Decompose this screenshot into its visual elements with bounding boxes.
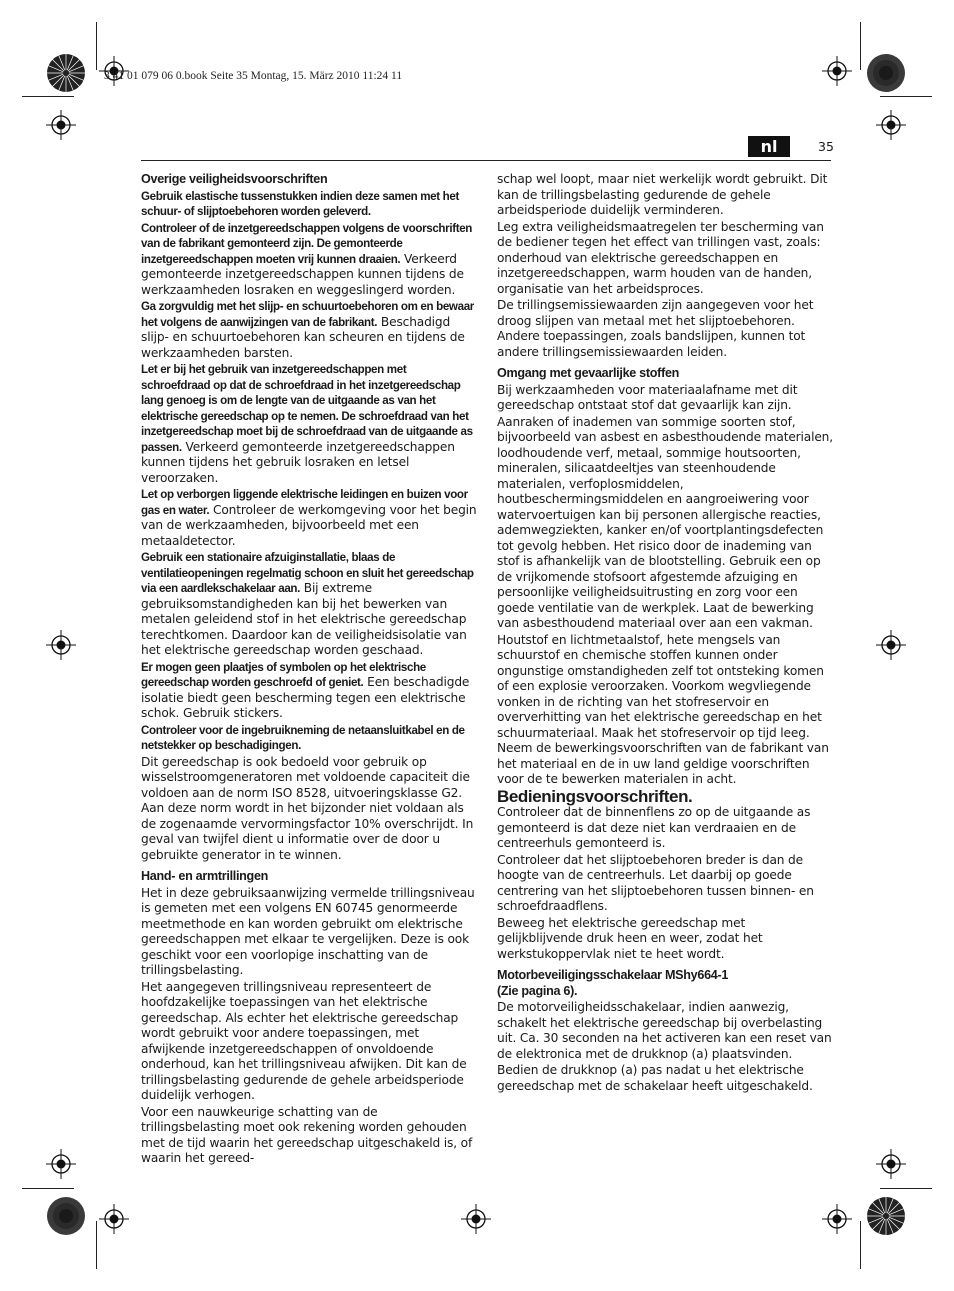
- registration-crosshair-icon: [461, 1204, 491, 1234]
- section-heading: Overige veiligheidsvoorschriften: [141, 172, 328, 186]
- registration-crosshair-icon: [46, 630, 76, 660]
- paragraph: Leg extra veiligheidsmaatregelen ter bescherming van de bediener tegen het effect van trillingen vast, zoals: onderhoud van elektrische gereedschappen en inzetgereedschappen, warm houden van de handen, organisatie van het arbeidsproces.: [497, 219, 824, 296]
- paragraph: De trillingsemissiewaarden zijn aangegeven voor het droog slijpen van metaal met het slijptoebehoren. Andere toepassingen, zoals bandslijpen, kunnen tot andere trillingsemissiewaarden leiden.: [497, 298, 814, 359]
- trim-line: [860, 22, 861, 70]
- file-info: 3 41 01 079 06 0.book Seite 35 Montag, 15. März 2010 11:24 11: [104, 70, 403, 82]
- paragraph: Let er bij het gebruik van inzetgereedschappen met schroefdraad op dat de schroefdraad in het inzetgereedschap lang genoeg is om de lengte van de uitgaande as van het elektrische gereedschap op te nemen. De schroefdraad van het inzetgereedschap moet bij de schroefdraad van de uitgaande as passen. Verkeerd gemonteerde inzetgereedschappen kunnen tijdens het gebruik losraken en letsel veroorzaken.: [141, 363, 473, 485]
- trim-line: [880, 96, 932, 97]
- section-heading: Motorbeveiligingsschakelaar MShy664-1 (Zie pagina 6).: [497, 968, 729, 998]
- paragraph: Er mogen geen plaatjes of symbolen op het elektrische gereedschap worden geschroefd of geniet. Een beschadigde isolatie biedt geen bescherming tegen een elektrische schok. Gebruik stickers.: [141, 660, 470, 720]
- trim-line: [22, 1188, 74, 1189]
- section-heading: Hand- en armtrillingen: [141, 869, 269, 883]
- paragraph: schap wel loopt, maar niet werkelijk wordt gebruikt. Dit kan de trillingsbelasting gedurende de gehele arbeidsperiode duidelijk verminderen.: [497, 172, 828, 217]
- paragraph: Controleer of de inzetgereedschappen volgens de voorschriften van de fabrikant gemonteerd zijn. De gemonteerde inzetgereedschappen moeten vrij kunnen draaien. Verkeerd gemonteerde inzetgereedschappen kunnen tijdens de werkzaamheden losraken en weggeslingerd worden.: [141, 221, 473, 297]
- registration-crosshair-icon: [876, 110, 906, 140]
- paragraph: De motorveiligheidsschakelaar, indien aanwezig, schakelt het elektrische gereedschap bij overbelasting uit. Ca. 30 seconden na het activeren kan een reset van de elektronica met de drukknop (a) plaatsvinden.: [497, 1000, 832, 1061]
- paragraph: Ga zorgvuldig met het slijp- en schuurtoebehoren om en bewaar het volgens de aanwijzingen van de fabrikant. Beschadigd slijp- en schuurtoebehoren kan scheuren en tijdens de werkzaamheden barsten.: [141, 300, 474, 360]
- paragraph: Het aangegeven trillingsniveau representeert de hoofdzakelijke toepassingen van het elektrische gereedschap. Als echter het elektrische gereedschap wordt gebruikt voor andere toepassingen, met afwijkende inzetgereedschappen of onvoldoende onderhoud, kan het trillingsniveau afwijken. Dit kan de trillingsbelasting gedurende de gehele arbeidsperiode duidelijk verhogen.: [141, 979, 467, 1102]
- paragraph: Het in deze gebruiksaanwijzing vermelde trillingsniveau is gemeten met een volgens EN 60745 genormeerde meetmethode en kan worden gebruikt om elektrische gereedschappen met elkaar te vergelijken. Deze is ook geschikt voor een voorlopige inschatting van de trillingsbelasting.: [141, 885, 475, 977]
- registration-starburst-icon: [46, 53, 86, 93]
- registration-starburst-icon: [866, 1196, 906, 1236]
- paragraph: Controleer voor de ingebruikneming de netaansluitkabel en de netstekker op beschadigingen.: [141, 723, 465, 752]
- registration-crosshair-icon: [46, 1149, 76, 1179]
- language-badge: nl: [748, 136, 790, 157]
- trim-line: [96, 1221, 97, 1269]
- paragraph: Controleer dat het slijptoebehoren breder is dan de hoogte van de centreerhuls. Let daarbij op goede centrering van het slijptoebehoren tussen binnen- en schroefdraadflens.: [497, 852, 814, 913]
- paragraph: Houtstof en lichtmetaalstof, hete mengsels van schuurstof en chemische stoffen kunnen onder ongunstige omstandigheden zelf tot ontsteking komen of een explosie veroorzaken. Voorkom wegvliegende vonken in de richting van het stofreservoir en oververhitting van het elektrische gereedschap en het schuurmateriaal. Maak het stofreservoir op tijd leeg. Neem de bewerkingsvoorschriften van de fabrikant van het materiaal en de in uw land geldige voorschriften voor de te bewerken materialen in acht.: [497, 632, 829, 786]
- page-number: 35: [818, 139, 834, 154]
- header-rule: [141, 160, 831, 161]
- registration-starburst-icon: [866, 53, 906, 93]
- trim-line: [96, 22, 97, 70]
- section-heading: Omgang met gevaarlijke stoffen: [497, 366, 680, 380]
- column-right: [497, 172, 833, 1095]
- registration-starburst-icon: [46, 1196, 86, 1236]
- paragraph: Voor een nauwkeurige schatting van de trillingsbelasting moet ook rekening worden gehouden met de tijd waarin het gereedschap uitgeschakeld is, of waarin het gereed-: [141, 1104, 473, 1165]
- paragraph: Beweeg het elektrische gereedschap met gelijkblijvende druk heen en weer, zodat het werkstukoppervlak niet te heet wordt.: [497, 915, 763, 961]
- registration-crosshair-icon: [822, 1204, 852, 1234]
- paragraph: Bij werkzaamheden voor materiaalafname met dit gereedschap ontstaat stof dat gevaarlijk kan zijn.: [497, 382, 798, 412]
- paragraph: Gebruik een stationaire afzuiginstallatie, blaas de ventilatieopeningen regelmatig schoon en sluit het gereedschap via een aardlekschakelaar aan. Bij extreme gebruiksomstandigheden kan bij het bewerken van metalen geleidend stof in het elektrische gereedschap terechtkomen. Daardoor kan de veiligheidsisolatie van het elektrische gereedschap worden geschaad.: [141, 551, 474, 657]
- registration-crosshair-icon: [46, 110, 76, 140]
- paragraph: Gebruik elastische tussenstukken indien deze samen met het schuur- of slijptoebehoren worden geleverd.: [141, 189, 459, 218]
- paragraph: Bedien de drukknop (a) pas nadat u het elektrische gereedschap met de schakelaar heeft uitgeschakeld.: [497, 1063, 813, 1093]
- trim-line: [22, 96, 74, 97]
- paragraph: Let op verborgen liggende elektrische leidingen en buizen voor gas en water. Controleer de werkomgeving voor het begin van de werkzaamheden, bijvoorbeeld met een metaaldetector.: [141, 488, 477, 548]
- trim-line: [860, 1221, 861, 1269]
- paragraph: Controleer dat de binnenflens zo op de uitgaande as gemonteerd is dat deze niet kan verdraaien en de centreerhuls gemonteerd is.: [497, 805, 811, 850]
- chapter-heading: Bedieningsvoorschriften.: [497, 786, 693, 806]
- paragraph: Aanraken of inademen van sommige soorten stof, bijvoorbeeld van asbest en asbesthoudende materialen, loodhoudende verf, metaal, sommige houtsoorten, mineralen, silicaatdeeltjes van steenhoudende materialen, verfoplosmiddelen, houtbeschermingsmiddelen en aangroeiwering voor watervoertuigen kan bij personen allergische reacties, ademwegziekten, kanker en/of voortplantingsdefecten tot gevolg hebben. Het risico door de inademing van stof is afhankelijk van de blootstelling. Gebruik een op de vrijkomende stofsoort afgestemde afzuiging en persoonlijke veiligheidsuitrusting en zorg voor een goede ventilatie van de werkplek. Laat de bewerking van asbesthoudend materiaal over aan een vakman.: [497, 414, 833, 630]
- registration-crosshair-icon: [99, 1204, 129, 1234]
- registration-crosshair-icon: [876, 1149, 906, 1179]
- trim-line: [880, 1188, 932, 1189]
- column-left: [141, 172, 477, 1168]
- paragraph: Dit gereedschap is ook bedoeld voor gebruik op wisselstroomgeneratoren met voldoende capaciteit die voldoen aan de norm ISO 8528, uitvoeringsklasse G2. Aan deze norm wordt in het bijzonder niet voldaan als de zogenaamde vervormingsfactor 10% overschrijdt. In geval van twijfel dient u informatie over de door u gebruikte generator in te winnen.: [141, 754, 474, 862]
- registration-crosshair-icon: [822, 56, 852, 86]
- registration-crosshair-icon: [876, 630, 906, 660]
